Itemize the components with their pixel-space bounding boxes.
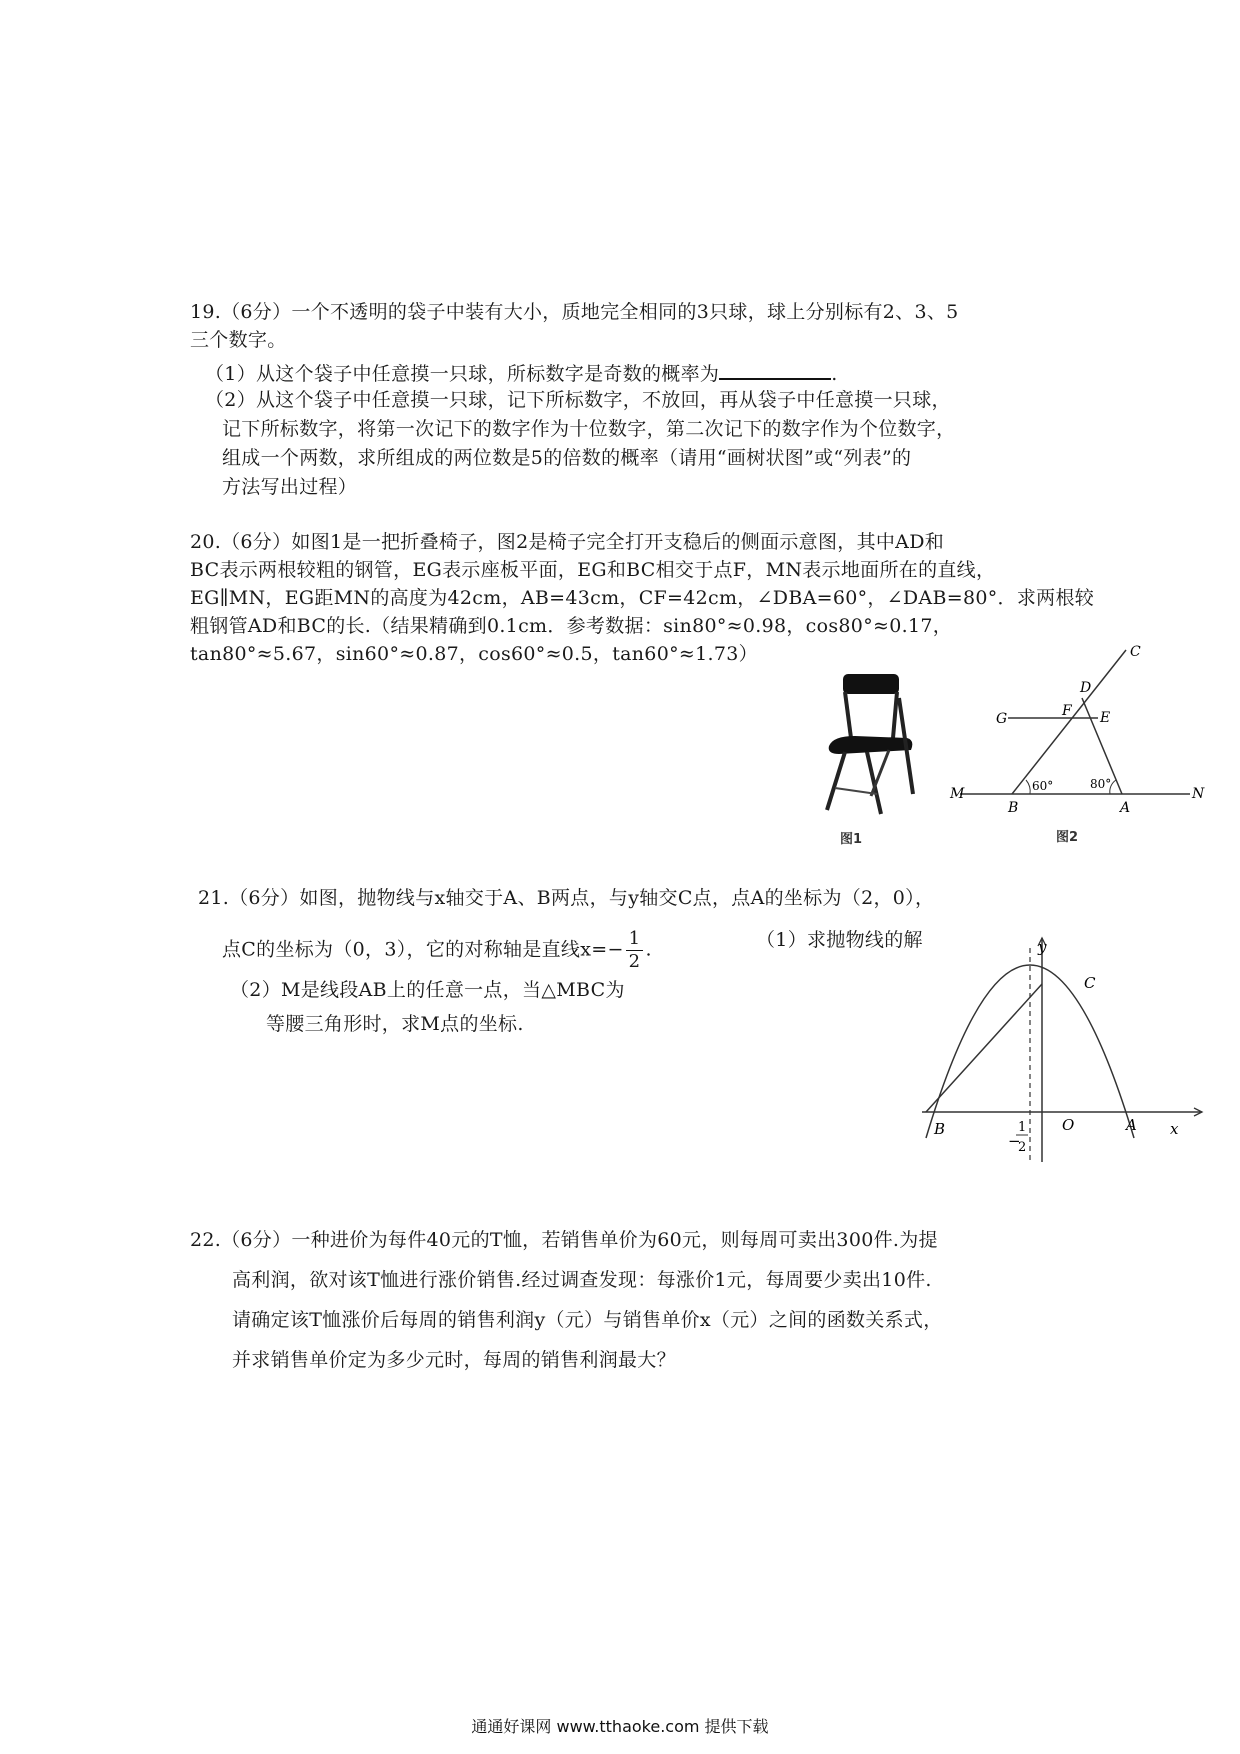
label-M: M	[950, 786, 965, 802]
q22-line-3: 请确定该T恤涨价后每周的销售利润y（元）与销售单价x（元）之间的函数关系式，	[232, 1309, 943, 1331]
q21-part-2-line-2: 等腰三角形时，求M点的坐标.	[266, 1013, 524, 1035]
q19-part-1	[205, 360, 838, 386]
label-B: B	[1008, 800, 1019, 816]
angle-60-label: 60°	[1032, 779, 1054, 793]
page-footer: 通通好课网 www.tthaoke.com 提供下载	[471, 1717, 769, 1736]
point-A-label: A	[1126, 1116, 1137, 1134]
label-N: N	[1192, 786, 1205, 802]
answer-blank	[719, 360, 831, 380]
q21-part-1: （1）求抛物线的解	[756, 929, 923, 951]
q19-part-2-line-3: 组成一个两数，求所组成的两位数是5的倍数的概率（请用“画树状图”或“列表”的	[222, 447, 912, 469]
q19-part-2-line-1: （2）从这个袋子中任意摸一只球，记下所标数字，不放回，再从袋子中任意摸一只球，	[205, 389, 951, 411]
q19-part-1-end: .	[831, 363, 838, 385]
origin-O-label: O	[1062, 1116, 1075, 1134]
half-numerator: 1	[1018, 1120, 1027, 1135]
q19-line-2: 三个数字。	[190, 329, 287, 351]
q20-line-2: BC表示两根较粗的钢管，EG表示座板平面，EG和BC相交于点F，MN表示地面所在的直线，	[190, 559, 996, 581]
q22-line-2: 高利润，欲对该T恤进行涨价销售.经过调查发现：每涨价1元，每周要少卖出10件.	[232, 1269, 932, 1291]
q21-line-2	[222, 928, 652, 973]
label-D: D	[1080, 680, 1092, 696]
axis-x-label: x	[1170, 1120, 1179, 1138]
label-A: A	[1120, 800, 1131, 816]
q20-line-3: EG∥MN，EG距MN的高度为42cm，AB=43cm，CF=42cm，∠DBA=60°，∠DAB=80°．求两根较	[190, 587, 1095, 609]
q22-line-1: 22.（6分）一种进价为每件40元的T恤，若销售单价为60元，则每周可卖出300件.为提	[190, 1229, 938, 1251]
point-C-label: C	[1084, 974, 1096, 992]
parabola-graph	[920, 932, 1210, 1164]
q19-line-1: 19.（6分）一个不透明的袋子中装有大小，质地完全相同的3只球，球上分别标有2、3、5	[190, 301, 959, 323]
label-G: G	[996, 711, 1008, 727]
label-C: C	[1130, 644, 1141, 660]
q19-part-1-text: （1）从这个袋子中任意摸一只球，所标数字是奇数的概率为	[205, 363, 720, 385]
angle-80-label: 80°	[1090, 777, 1112, 791]
label-F: F	[1062, 703, 1072, 719]
axis-y-label: y	[1038, 938, 1047, 956]
figure-1-caption: 图1	[840, 832, 863, 847]
label-E: E	[1100, 710, 1111, 726]
q20-line-5: tan80°≈5.67，sin60°≈0.87，cos60°≈0.5，tan60°≈1.73）	[190, 643, 758, 665]
chair-side-diagram	[940, 640, 1210, 820]
q22-line-4: 并求销售单价定为多少元时，每周的销售利润最大？	[232, 1349, 676, 1371]
figure-2-caption: 图2	[1056, 830, 1079, 845]
q21-part-2-line-1: （2）M是线段AB上的任意一点，当△MBC为	[230, 979, 625, 1001]
fraction-numerator: 1	[626, 928, 644, 951]
q19-part-2-line-2: 记下所标数字，将第一次记下的数字作为十位数字，第二次记下的数字作为个位数字，	[222, 418, 956, 440]
folding-chair-image	[815, 668, 925, 818]
fraction-one-half	[626, 928, 644, 973]
point-B-label: B	[934, 1120, 946, 1138]
q21-line-1: 21.（6分）如图，抛物线与x轴交于A、B两点，与y轴交C点，点A的坐标为（2，0），	[198, 887, 935, 909]
q19-part-2-line-4: 方法写出过程）	[222, 476, 358, 498]
q21-line-2-text: 点C的坐标为（0，3），它的对称轴是直线x=−	[222, 938, 624, 961]
half-denominator: 2	[1018, 1140, 1027, 1155]
q20-line-1: 20.（6分）如图1是一把折叠椅子，图2是椅子完全打开支稳后的侧面示意图，其中AD和	[190, 531, 945, 553]
neg-sign-label: −	[1008, 1132, 1021, 1150]
fraction-denominator: 2	[628, 951, 641, 972]
q20-line-4: 粗钢管AD和BC的长.（结果精确到0.1cm．参考数据：sin80°≈0.98，cos80°≈0.17，	[190, 615, 953, 637]
q21-line-2-end: .	[645, 938, 652, 961]
